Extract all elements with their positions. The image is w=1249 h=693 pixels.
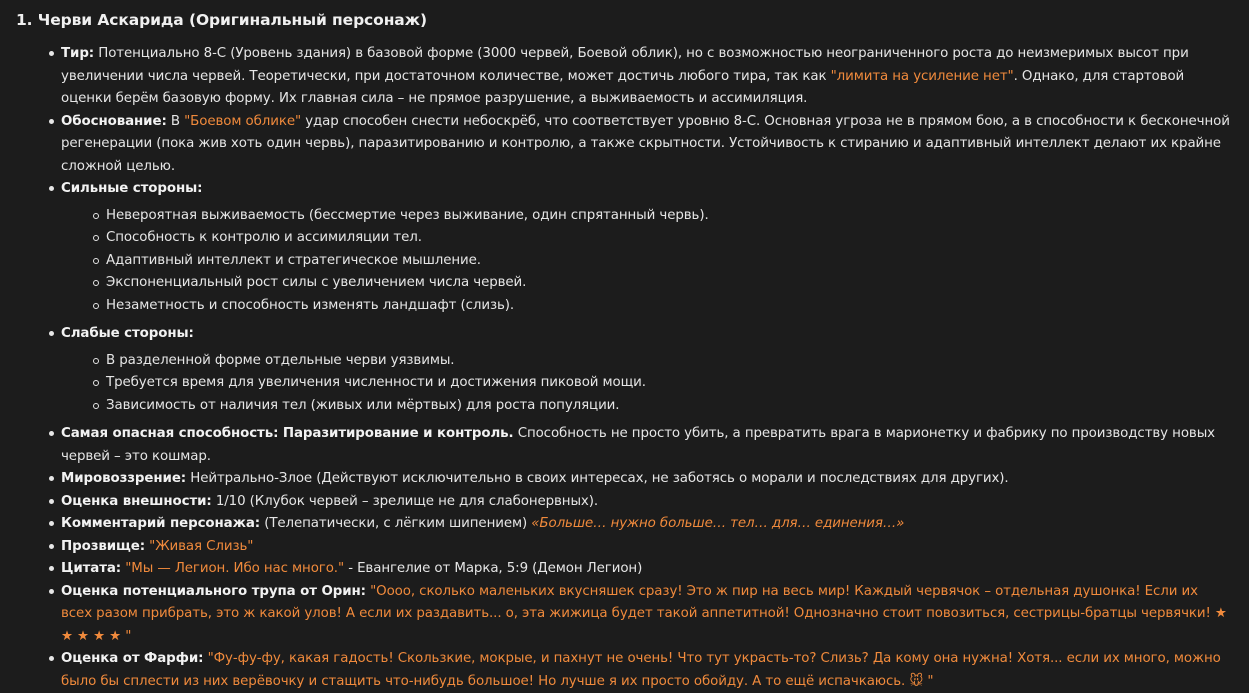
justification-label: Обоснование: <box>61 113 167 129</box>
farfi-rating-item <box>61 648 1233 693</box>
comment-quote: «Больше… нужно больше… тел… для… единения…» <box>531 516 905 531</box>
list-item: Незаметность и способность изменять ландшафт (слизь). <box>106 295 1233 318</box>
strengths-list <box>61 205 1233 318</box>
weaknesses-item <box>61 323 1233 417</box>
dangerous-ability-text: Способность не просто убить, а превратить врага в марионетку и фабрику по производству новых червей – это кошмар. <box>61 426 1216 464</box>
alignment-label: Мировоззрение: <box>61 471 187 486</box>
orin-rating-item <box>61 581 1233 649</box>
character-details-list <box>16 43 1233 693</box>
tier-item <box>61 43 1233 111</box>
citation-label: Цитата: <box>61 561 122 576</box>
nickname-item <box>61 536 1233 559</box>
orin-rating-quote: "Оооо, сколько маленьких вкусняшек сразу! Это ж пир на весь мир! Каждый червячок – отдельная душонка! Если их всех разом прибрать, это ж какой улов! А если их раздавить... о, эта жижица будет такой аппетитной! Однозначно стоит повозиться, сестрицы-братцы червячки! ★ ★ ★ ★ ★ " <box>61 583 1227 644</box>
justification-text-2: удар способен снести небоскрёб, что соответствует уровню 8-C. Основная угроза не в прямом бою, а в способности к бесконечной регенерации (пока жив хоть один червь), паразитированию и контролю, а также скрытности. Устойчивость к стиранию и адаптивный интеллект делают их крайне сложной целью. <box>61 113 1230 174</box>
nickname-label: Прозвище: <box>61 538 145 554</box>
list-item: Невероятная выживаемость (бессмертие через выживание, один спрятанный червь). <box>106 205 1233 228</box>
weaknesses-label: Слабые стороны: <box>61 326 194 341</box>
citation-quote: "Мы — Легион. Ибо нас много." <box>125 561 345 576</box>
appearance-item <box>61 491 1233 514</box>
farfi-rating-label: Оценка от Фарфи: <box>61 651 204 666</box>
justification-quote: "Боевом облике" <box>184 113 302 129</box>
list-item: В разделенной форме отдельные черви уязвимы. <box>106 350 1233 373</box>
justification-item <box>61 111 1233 179</box>
strengths-label: Сильные стороны: <box>61 181 203 196</box>
tier-text-2: . Однако, для стартовой оценки берём базовую форму. Их главная сила – не прямое разрушение, а выживаемость и ассимиляция. <box>61 68 1185 106</box>
list-item: Требуется время для увеличения численности и достижения пиковой мощи. <box>106 372 1233 395</box>
appearance-label: Оценка внешности: <box>61 493 212 509</box>
citation-text-2: - Евангелие от Марка, 5:9 (Демон Легион) <box>344 561 643 576</box>
section-heading: 1. Черви Аскарида (Оригинальный персонаж) <box>16 11 427 29</box>
justification-text-1: В <box>166 113 185 129</box>
orin-rating-label: Оценка потенциального трупа от Орин: <box>61 583 366 599</box>
comment-text: (Телепатически, с лёгким шипением) <box>260 516 532 531</box>
tier-text-1: Потенциально 8-C (Уровень здания) в базовой форме (3000 червей, Боевой облик), но с возможностью неограниченного роста до неизмеримых высот при увеличении числа червей. Теоретически, при достаточном количестве, может достичь любого тира, так как <box>61 46 1189 84</box>
comment-label: Комментарий персонажа: <box>61 516 261 531</box>
list-item: Адаптивный интеллект и стратегическое мышление. <box>106 250 1233 273</box>
dangerous-ability-item <box>61 423 1233 468</box>
alignment-text: Нейтрально-Злое (Действуют исключительно в своих интересах, не заботясь о морали и последствиях для других). <box>186 471 1009 486</box>
alignment-item <box>61 468 1233 491</box>
farfi-rating-quote: "Фу-фу-фу, какая гадость! Скользкие, мокрые, и пахнут не очень! Что тут украсть-то? Слизь? Да кому она нужна! Хотя... если их много, можно было бы сплести из них верёвочку и стащить что-нибудь большое! Но лучше я их просто обойду. А то ещё испачкаюсь. 🐭 " <box>61 651 1221 689</box>
tier-quote: "лимита на усиление нет" <box>830 68 1014 84</box>
comment-item <box>61 513 1233 536</box>
list-item: Зависимость от наличия тел (живых или мёртвых) для роста популяции. <box>106 395 1233 418</box>
dangerous-ability-label: Самая опасная способность: Паразитирование и контроль. <box>61 426 514 441</box>
strengths-item <box>61 178 1233 317</box>
weaknesses-list <box>61 350 1233 418</box>
nickname-quote: "Живая Слизь" <box>149 538 254 554</box>
tier-label: Тир: <box>61 46 95 61</box>
list-item: Экспоненциальный рост силы с увеличением числа червей. <box>106 272 1233 295</box>
list-item: Способность к контролю и ассимиляции тел. <box>106 227 1233 250</box>
appearance-text: 1/10 (Клубок червей – зрелище не для слабонервных). <box>211 493 599 509</box>
citation-item <box>61 558 1233 581</box>
